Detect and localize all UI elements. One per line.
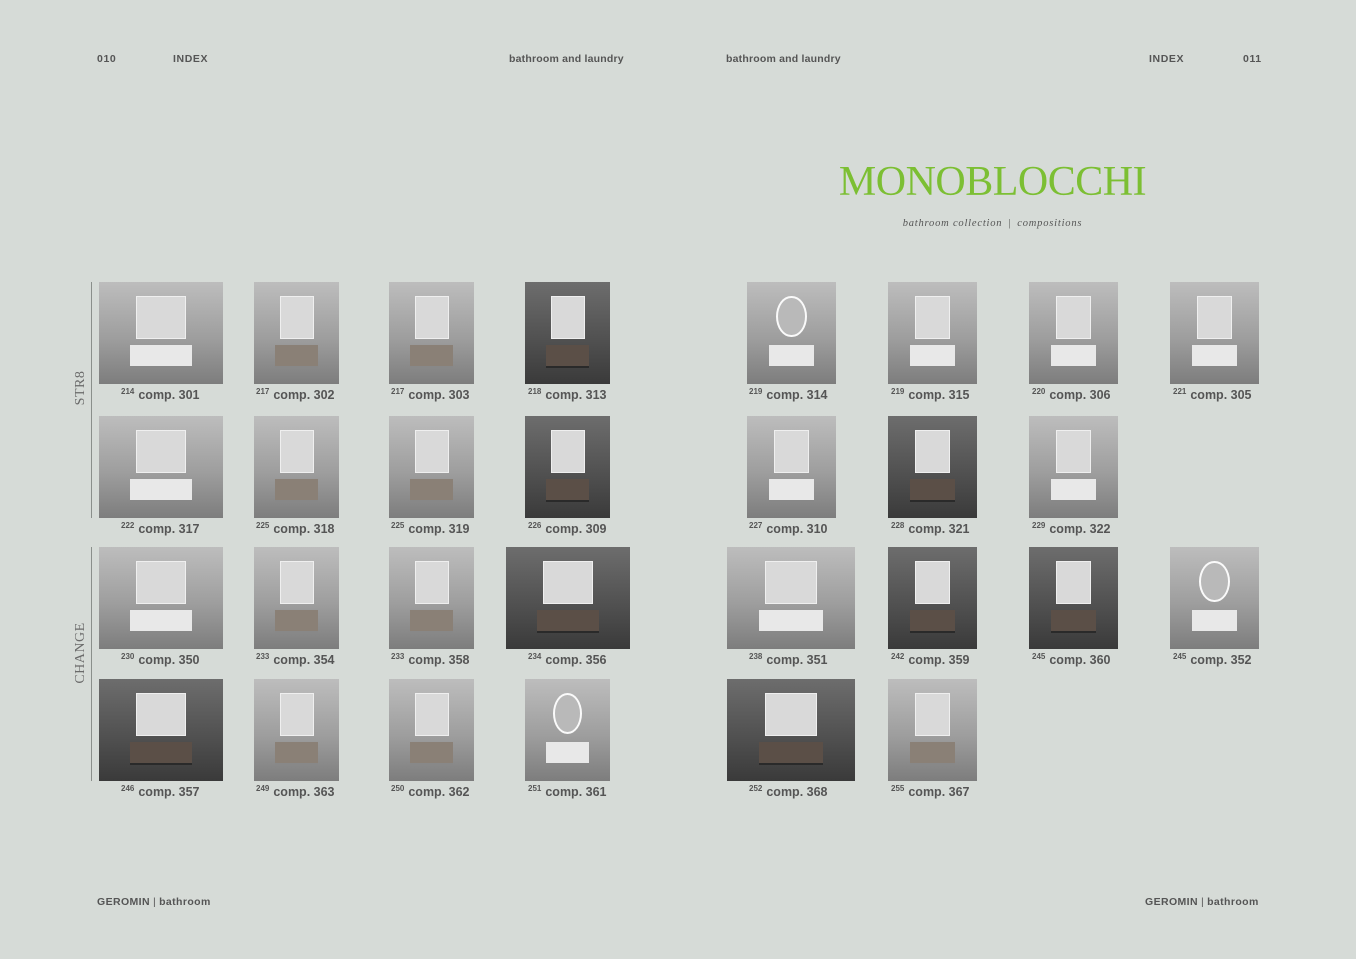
composition-caption <box>121 521 200 536</box>
composition-page-ref: 233 <box>391 652 405 661</box>
composition-item <box>389 547 474 669</box>
composition-photo <box>1029 282 1118 384</box>
vanity-shape <box>1192 610 1237 632</box>
composition-photo <box>254 416 339 518</box>
composition-page-ref: 225 <box>256 521 270 530</box>
composition-caption <box>391 784 470 799</box>
composition-photo <box>1170 282 1259 384</box>
mirror-shape <box>765 693 816 736</box>
composition-photo <box>99 679 223 781</box>
mirror-shape <box>1056 430 1092 473</box>
side-label-change: CHANGE <box>73 622 88 684</box>
composition-page-ref: 219 <box>891 387 905 396</box>
subtitle-separator: | <box>1008 218 1012 229</box>
vanity-shape <box>546 742 589 764</box>
composition-photo <box>254 547 339 649</box>
composition-photo <box>254 679 339 781</box>
composition-item <box>389 679 474 801</box>
composition-label: comp. 306 <box>1049 388 1111 402</box>
composition-caption <box>749 387 828 402</box>
composition-photo <box>99 416 223 518</box>
composition-photo <box>525 282 610 384</box>
mirror-shape <box>774 430 810 473</box>
composition-caption <box>256 387 335 402</box>
vanity-shape <box>275 610 318 632</box>
composition-caption <box>891 521 970 536</box>
mirror-shape <box>765 561 816 604</box>
composition-page-ref: 233 <box>256 652 270 661</box>
composition-label: comp. 352 <box>1190 653 1252 667</box>
composition-label: comp. 361 <box>545 785 607 799</box>
composition-photo <box>99 547 223 649</box>
composition-item <box>254 282 339 404</box>
composition-caption <box>749 652 828 667</box>
composition-photo <box>389 282 474 384</box>
vanity-shape <box>1051 479 1096 501</box>
composition-page-ref: 246 <box>121 784 135 793</box>
mirror-shape <box>136 693 186 736</box>
composition-page-ref: 217 <box>256 387 270 396</box>
vanity-shape <box>130 610 192 632</box>
composition-label: comp. 314 <box>766 388 828 402</box>
composition-caption <box>749 521 828 536</box>
composition-page-ref: 220 <box>1032 387 1046 396</box>
composition-page-ref: 217 <box>391 387 405 396</box>
composition-page-ref: 251 <box>528 784 542 793</box>
composition-caption <box>121 387 200 402</box>
mirror-shape <box>915 296 951 339</box>
section-title-right: bathroom and laundry <box>726 53 841 65</box>
vanity-shape <box>759 610 823 632</box>
vanity-shape <box>1051 610 1096 632</box>
side-label-str8: STR8 <box>73 370 88 406</box>
composition-caption <box>1173 652 1252 667</box>
composition-caption <box>391 387 470 402</box>
vanity-shape <box>1051 345 1096 367</box>
composition-photo <box>1029 416 1118 518</box>
vanity-shape <box>275 742 318 764</box>
composition-item <box>99 416 223 538</box>
mirror-shape <box>415 561 449 604</box>
composition-caption <box>528 521 607 536</box>
mirror-shape <box>915 693 951 736</box>
composition-caption <box>749 784 828 799</box>
composition-item <box>254 416 339 538</box>
composition-page-ref: 245 <box>1032 652 1046 661</box>
mirror-shape <box>776 296 806 337</box>
change-divider <box>91 547 92 781</box>
composition-photo <box>888 282 977 384</box>
mirror-shape <box>415 296 449 339</box>
index-label-right: INDEX <box>1149 53 1185 65</box>
composition-photo <box>727 547 855 649</box>
footer-brand-left: GEROMIN <box>97 896 150 908</box>
vanity-shape <box>130 479 192 501</box>
composition-label: comp. 309 <box>545 522 607 536</box>
composition-label: comp. 354 <box>273 653 335 667</box>
composition-item <box>506 547 630 669</box>
vanity-shape <box>910 479 955 501</box>
composition-caption <box>391 521 470 536</box>
mirror-shape <box>280 430 314 473</box>
composition-caption <box>528 652 607 667</box>
composition-label: comp. 310 <box>766 522 828 536</box>
composition-caption <box>891 387 970 402</box>
composition-photo <box>1029 547 1118 649</box>
composition-page-ref: 219 <box>749 387 763 396</box>
composition-item <box>747 416 836 538</box>
mirror-shape <box>915 430 951 473</box>
composition-item <box>525 416 610 538</box>
composition-page-ref: 252 <box>749 784 763 793</box>
composition-caption <box>891 784 970 799</box>
composition-caption <box>121 784 200 799</box>
composition-page-ref: 245 <box>1173 652 1187 661</box>
vanity-shape <box>275 345 318 367</box>
composition-item <box>888 416 977 538</box>
composition-label: comp. 305 <box>1190 388 1252 402</box>
collection-subtitle <box>795 218 1190 229</box>
composition-page-ref: 250 <box>391 784 405 793</box>
composition-photo <box>254 282 339 384</box>
mirror-shape <box>415 430 449 473</box>
subtitle-compositions: compositions <box>1017 218 1083 229</box>
composition-item <box>99 547 223 669</box>
composition-item <box>1029 282 1118 404</box>
vanity-shape <box>769 345 814 367</box>
mirror-shape <box>1197 296 1233 339</box>
mirror-shape <box>1199 561 1229 602</box>
mirror-shape <box>280 296 314 339</box>
composition-page-ref: 228 <box>891 521 905 530</box>
composition-caption <box>256 652 335 667</box>
composition-photo <box>389 679 474 781</box>
composition-page-ref: 255 <box>891 784 905 793</box>
composition-caption <box>528 387 607 402</box>
composition-item <box>254 679 339 801</box>
composition-photo <box>747 282 836 384</box>
composition-page-ref: 214 <box>121 387 135 396</box>
composition-page-ref: 226 <box>528 521 542 530</box>
composition-label: comp. 350 <box>138 653 200 667</box>
composition-label: comp. 318 <box>273 522 335 536</box>
composition-caption <box>256 521 335 536</box>
vanity-shape <box>410 742 453 764</box>
composition-page-ref: 242 <box>891 652 905 661</box>
composition-label: comp. 358 <box>408 653 470 667</box>
composition-label: comp. 301 <box>138 388 200 402</box>
section-title-left: bathroom and laundry <box>509 53 624 65</box>
composition-item <box>888 282 977 404</box>
vanity-shape <box>410 610 453 632</box>
mirror-shape <box>136 430 186 473</box>
composition-photo <box>525 679 610 781</box>
composition-item <box>888 679 977 801</box>
composition-label: comp. 315 <box>908 388 970 402</box>
composition-label: comp. 322 <box>1049 522 1111 536</box>
mirror-shape <box>553 693 582 734</box>
composition-photo <box>1170 547 1259 649</box>
composition-label: comp. 363 <box>273 785 335 799</box>
footer-word-left: bathroom <box>159 896 211 908</box>
composition-item <box>99 679 223 801</box>
vanity-shape <box>275 479 318 501</box>
composition-caption <box>256 784 335 799</box>
composition-caption <box>1032 387 1111 402</box>
mirror-shape <box>415 693 449 736</box>
vanity-shape <box>546 479 589 501</box>
vanity-shape <box>130 345 192 367</box>
composition-page-ref: 222 <box>121 521 135 530</box>
composition-page-ref: 229 <box>1032 521 1046 530</box>
page-number-right: 011 <box>1243 53 1262 65</box>
vanity-shape <box>546 345 589 367</box>
composition-page-ref: 218 <box>528 387 542 396</box>
mirror-shape <box>543 561 593 604</box>
composition-item <box>747 282 836 404</box>
composition-item <box>525 679 610 801</box>
composition-item <box>1029 547 1118 669</box>
composition-item <box>254 547 339 669</box>
composition-label: comp. 367 <box>908 785 970 799</box>
collection-title: MONOBLOCCHI <box>838 159 1147 205</box>
composition-photo <box>525 416 610 518</box>
composition-caption <box>391 652 470 667</box>
composition-label: comp. 351 <box>766 653 828 667</box>
composition-page-ref: 234 <box>528 652 542 661</box>
str8-divider <box>91 282 92 518</box>
composition-caption <box>1173 387 1252 402</box>
composition-item <box>888 547 977 669</box>
composition-label: comp. 357 <box>138 785 200 799</box>
composition-label: comp. 313 <box>545 388 607 402</box>
vanity-shape <box>130 742 192 764</box>
composition-page-ref: 238 <box>749 652 763 661</box>
mirror-shape <box>1056 561 1092 604</box>
composition-page-ref: 230 <box>121 652 135 661</box>
vanity-shape <box>910 610 955 632</box>
composition-photo <box>747 416 836 518</box>
composition-label: comp. 303 <box>408 388 470 402</box>
composition-label: comp. 359 <box>908 653 970 667</box>
mirror-shape <box>136 561 186 604</box>
composition-caption <box>891 652 970 667</box>
footer-right <box>1145 896 1259 908</box>
composition-item <box>389 416 474 538</box>
composition-photo <box>888 547 977 649</box>
composition-label: comp. 362 <box>408 785 470 799</box>
vanity-shape <box>410 345 453 367</box>
composition-photo <box>727 679 855 781</box>
index-label-left: INDEX <box>173 53 209 65</box>
composition-item <box>389 282 474 404</box>
composition-photo <box>389 416 474 518</box>
composition-photo <box>506 547 630 649</box>
composition-item <box>1170 282 1259 404</box>
composition-label: comp. 356 <box>545 653 607 667</box>
mirror-shape <box>280 693 314 736</box>
composition-label: comp. 360 <box>1049 653 1111 667</box>
footer-separator-left: | <box>152 896 157 908</box>
composition-label: comp. 319 <box>408 522 470 536</box>
composition-label: comp. 317 <box>138 522 200 536</box>
mirror-shape <box>915 561 951 604</box>
vanity-shape <box>769 479 814 501</box>
composition-caption <box>1032 521 1111 536</box>
composition-page-ref: 227 <box>749 521 763 530</box>
composition-item <box>525 282 610 404</box>
subtitle-collection: bathroom collection <box>902 218 1003 229</box>
page-number-left: 010 <box>97 53 117 65</box>
vanity-shape <box>410 479 453 501</box>
vanity-shape <box>910 742 955 764</box>
mirror-shape <box>136 296 186 339</box>
composition-caption <box>1032 652 1111 667</box>
footer-separator-right: | <box>1200 896 1205 908</box>
composition-caption <box>528 784 607 799</box>
composition-photo <box>99 282 223 384</box>
vanity-shape <box>759 742 823 764</box>
vanity-shape <box>1192 345 1237 367</box>
footer-brand-right: GEROMIN <box>1145 896 1198 908</box>
vanity-shape <box>910 345 955 367</box>
footer-word-right: bathroom <box>1207 896 1259 908</box>
composition-item <box>1029 416 1118 538</box>
mirror-shape <box>280 561 314 604</box>
composition-item <box>727 547 855 669</box>
composition-photo <box>888 416 977 518</box>
composition-photo <box>389 547 474 649</box>
composition-item <box>727 679 855 801</box>
composition-item <box>99 282 223 404</box>
composition-label: comp. 302 <box>273 388 335 402</box>
vanity-shape <box>537 610 599 632</box>
composition-item <box>1170 547 1259 669</box>
composition-caption <box>121 652 200 667</box>
mirror-shape <box>551 430 585 473</box>
composition-label: comp. 321 <box>908 522 970 536</box>
composition-page-ref: 225 <box>391 521 405 530</box>
composition-page-ref: 221 <box>1173 387 1187 396</box>
composition-photo <box>888 679 977 781</box>
mirror-shape <box>551 296 585 339</box>
mirror-shape <box>1056 296 1092 339</box>
composition-page-ref: 249 <box>256 784 270 793</box>
footer-left <box>97 896 211 908</box>
composition-label: comp. 368 <box>766 785 828 799</box>
